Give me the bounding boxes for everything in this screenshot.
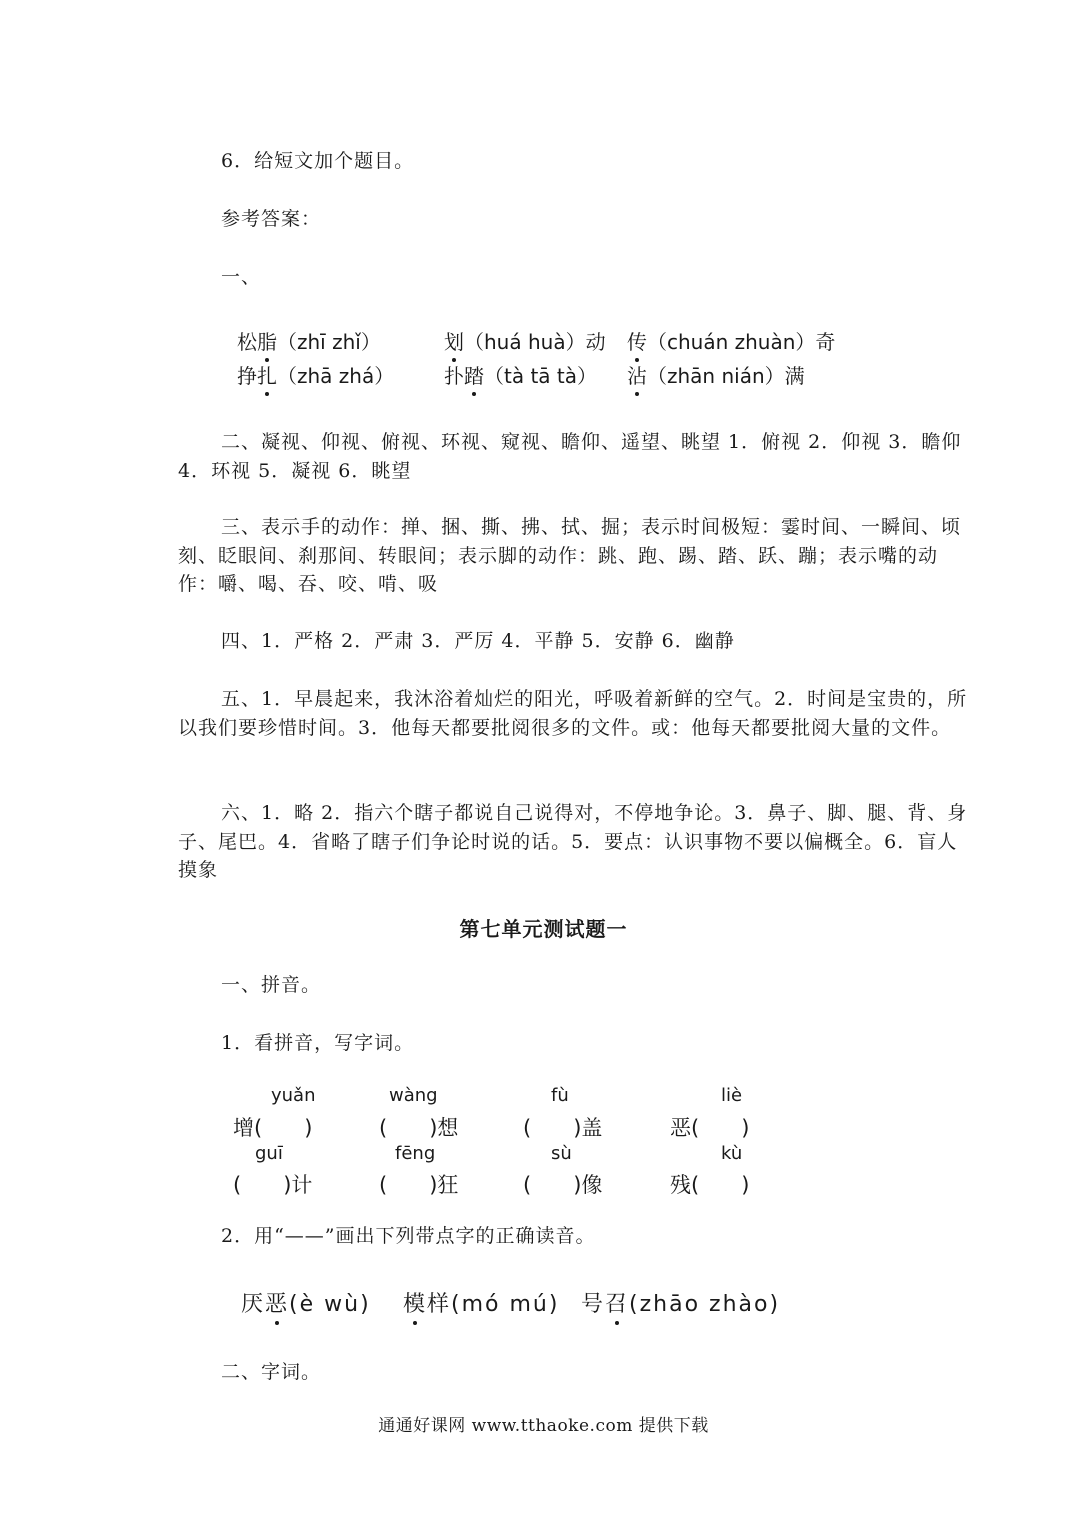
reading-item-2: 模样(mó mú) [403,1287,559,1318]
pinyin-label: fù [551,1085,569,1106]
dotted-char: 恶 [265,1287,289,1318]
answer-section-2: 二、凝视、仰视、俯视、环视、窥视、瞻仰、遥望、眺望 1．俯视 2．仰视 3．瞻仰 4．环视 5．凝视 6．眺望 [178,431,962,482]
pinyin-blank-word: ( )像 [523,1173,603,1197]
reading-item-3: 号召(zhāo zhào) [581,1287,780,1318]
dotted-char: 踏 [464,360,484,389]
answer-r1c1: 松脂（zhī zhǐ） [237,326,381,355]
pinyin-label: kù [721,1143,743,1164]
answer-r1c3: 传（chuán zhuàn）奇 [627,326,835,355]
dotted-char: 传 [627,326,647,355]
answer-section-4: 四、1．严格 2．严肃 3．严厉 4．平静 5．安静 6．幽静 [221,630,735,652]
answer-section-3: 三、表示手的动作：掸、捆、撕、拂、拭、掘；表示时间极短：霎时间、一瞬间、顷刻、眨眼间、刹那间、转眼间；表示脚的动作：跳、跑、踢、踏、跃、蹦；表示嘴的动作：嚼、喝、吞、咬、啃、吸 [178,516,962,595]
dotted-char: 划 [444,326,464,355]
pinyin-label: yuǎn [271,1085,316,1106]
pinyin-blank-word: ( )想 [379,1116,459,1140]
pinyin-blank-word: 恶( ) [670,1116,750,1140]
pinyin-label: wàng [389,1085,438,1106]
answer-r1c2: 划（huá huà）动 [444,326,606,355]
pinyin-blank-word: ( )狂 [379,1173,459,1197]
answer-r2c2: 扑踏（tà tā tà） [444,360,597,389]
pinyin-label: liè [721,1085,743,1106]
dotted-char: 模 [403,1287,427,1318]
dotted-char: 扎 [257,360,277,389]
pinyin-label: guī [255,1143,283,1164]
part-2-heading: 二、字词。 [221,1361,322,1383]
answer-r2c3: 沾（zhān nián）满 [627,360,805,389]
pinyin-blank-word: ( )计 [233,1173,313,1197]
answer-section-6: 六、1．略 2．指六个瞎子都说自己说得对，不停地争论。3．鼻子、脚、腿、背、身子、尾巴。4．省略了瞎子们争论时说的话。5．要点：认识事物不要以偏概全。6．盲人摸象 [178,802,968,881]
unit-title: 第七单元测试题一 [459,917,628,941]
reading-item-1: 厌恶(è wù) [241,1287,371,1318]
pinyin-label: sù [551,1143,572,1164]
pinyin-blank-word: 增( ) [233,1116,313,1140]
pinyin-blank-word: 残( ) [670,1173,750,1197]
pinyin-blank-word: ( )盖 [523,1116,603,1140]
answer-r2c1: 挣扎（zhā zhá） [237,360,394,389]
section-1-label: 一、 [221,266,262,288]
dotted-char: 召 [605,1287,629,1318]
answer-section-5: 五、1．早晨起来，我沐浴着灿烂的阳光，呼吸着新鲜的空气。2．时间是宝贵的，所以我们要珍惜时间。3．他每天都要批阅很多的文件。或：他每天都要批阅大量的文件。 [178,688,968,739]
answers-heading: 参考答案： [221,208,322,230]
pinyin-label: fēng [395,1143,436,1164]
part-1-question-2: 2．用“——”画出下列带点字的正确读音。 [221,1225,596,1247]
dotted-char: 脂 [257,326,277,355]
part-1-question-1: 1．看拼音，写字词。 [221,1032,415,1054]
question-6: 6．给短文加个题目。 [221,150,415,172]
part-1-heading: 一、拼音。 [221,974,322,996]
page-footer: 通通好课网 www.tthaoke.com 提供下载 [378,1416,709,1436]
dotted-char: 沾 [627,360,647,389]
